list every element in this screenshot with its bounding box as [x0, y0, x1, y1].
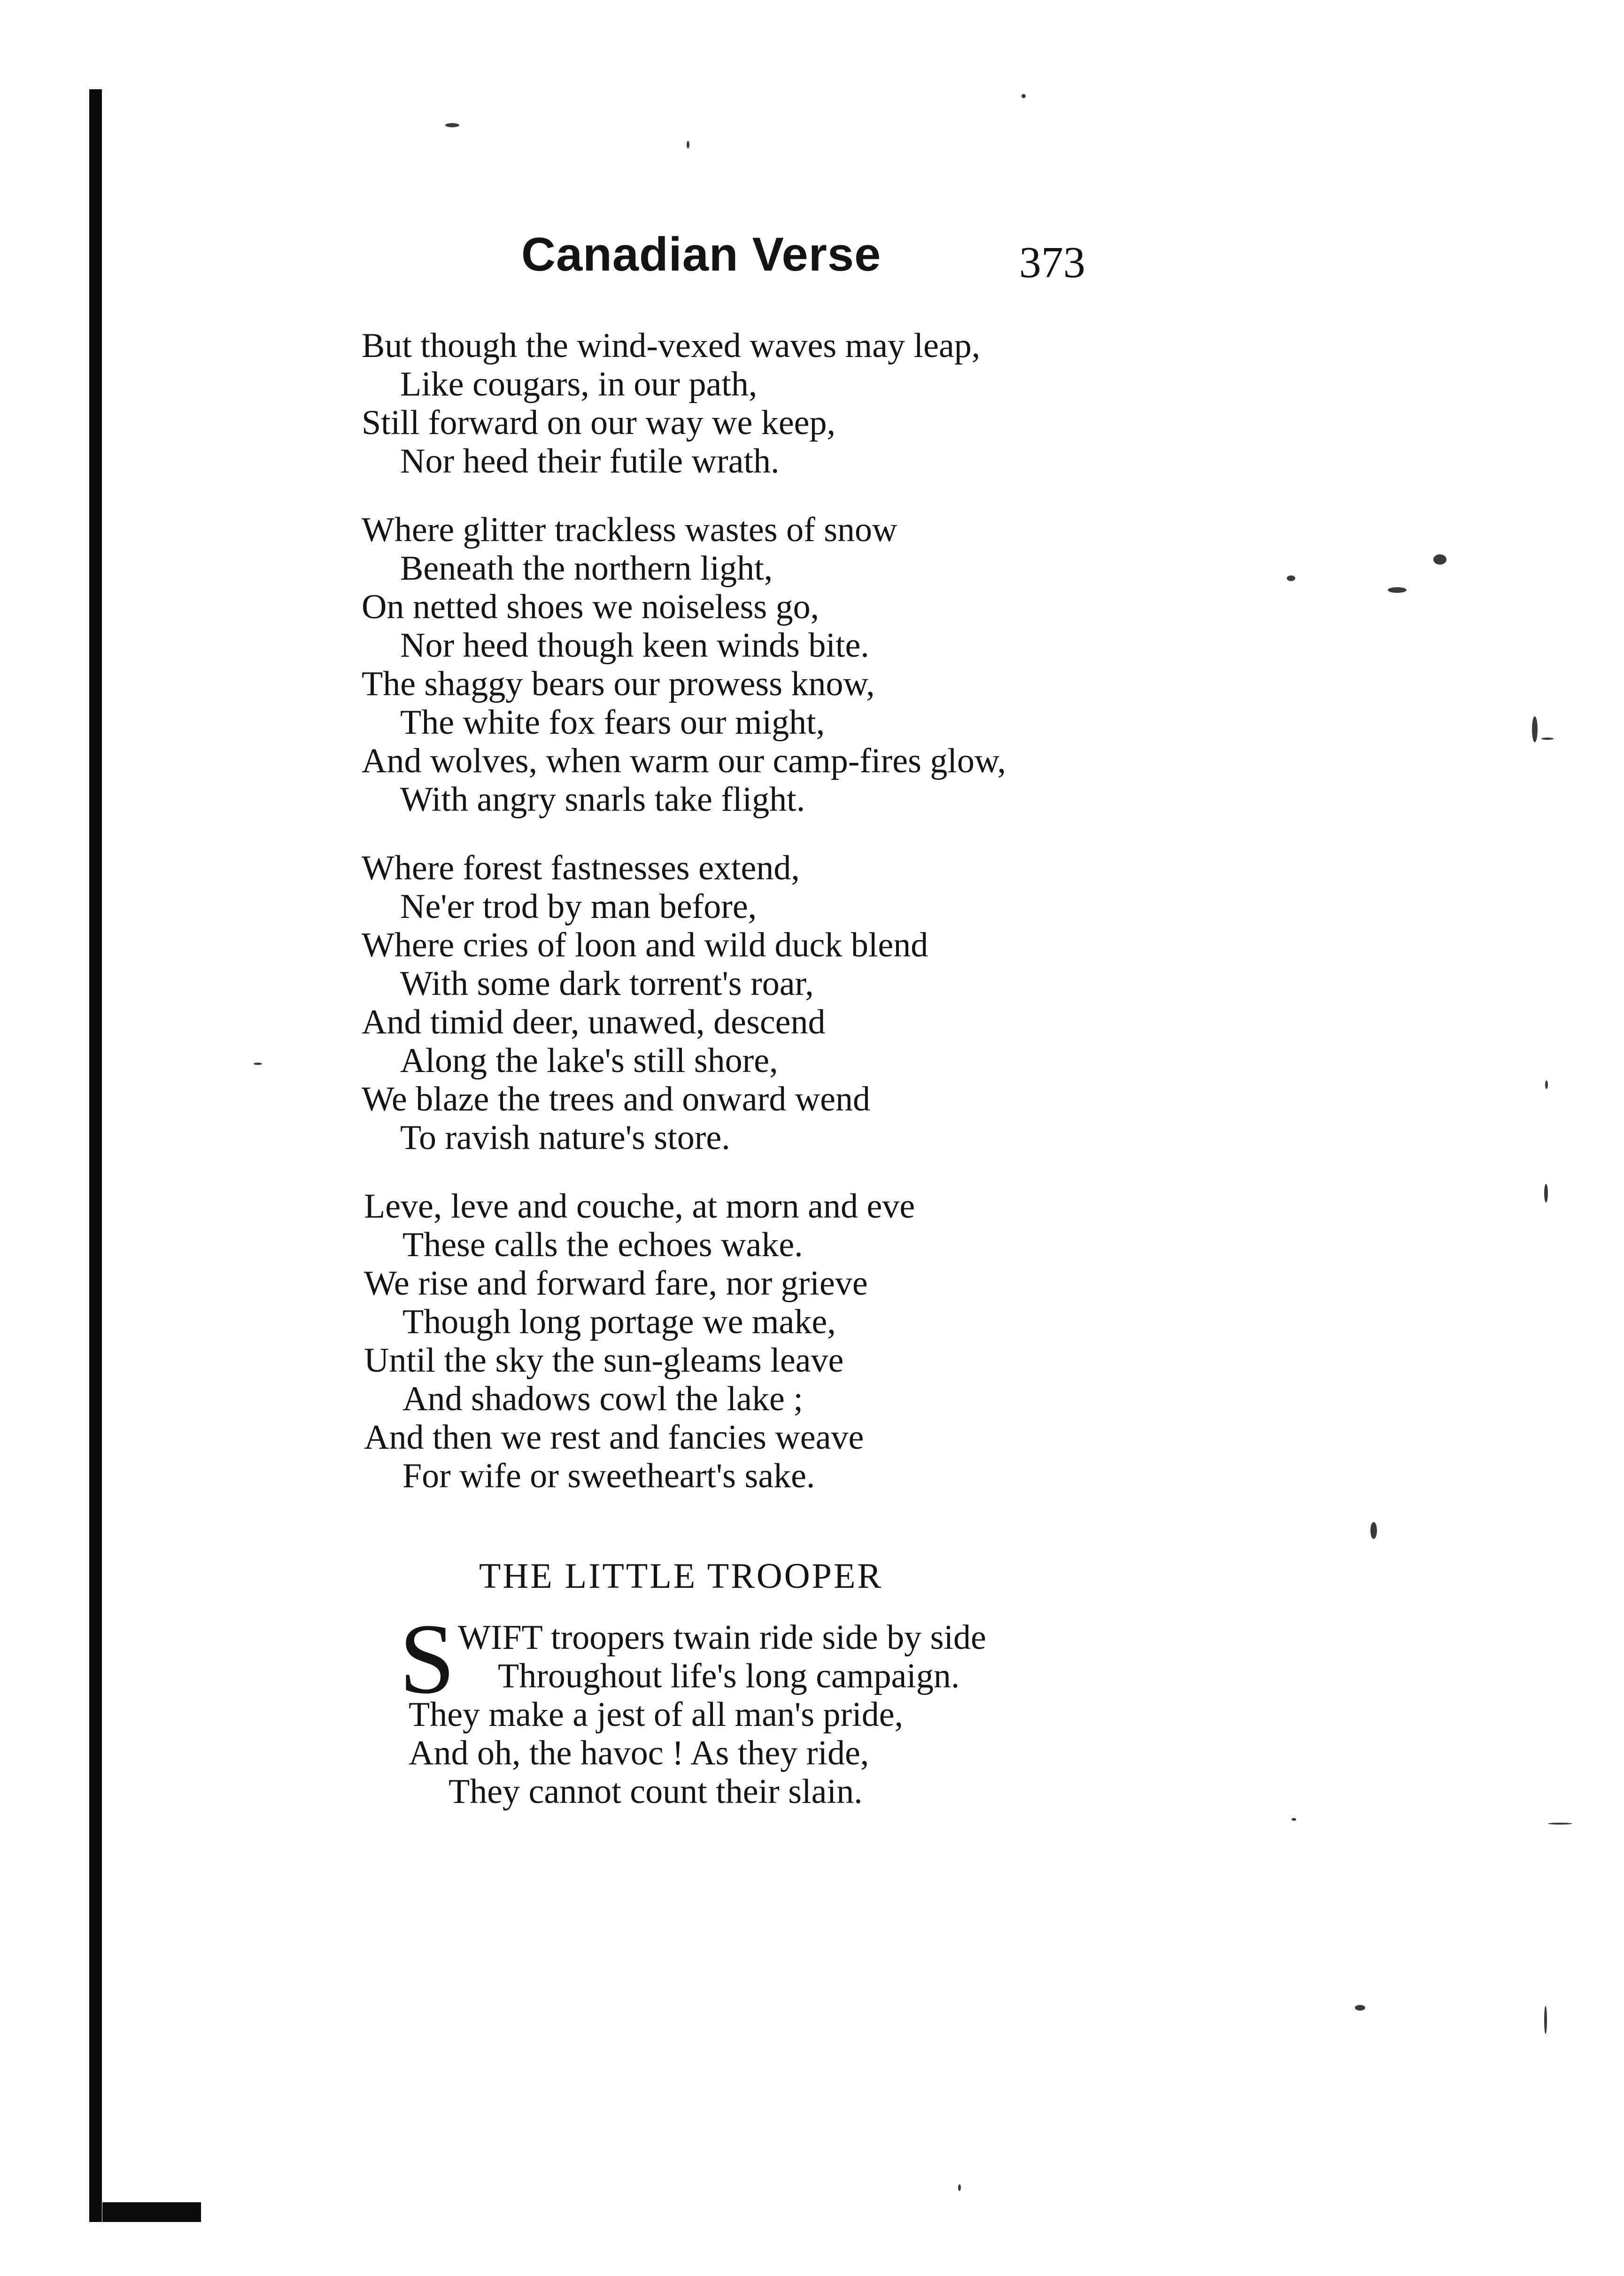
drop-cap: S	[399, 1603, 456, 1715]
verse-line: To ravish nature's store.	[400, 1119, 730, 1157]
verse-line: Like cougars, in our path,	[400, 365, 758, 404]
scan-speck	[687, 141, 689, 148]
verse-line: The shaggy bears our prowess know,	[362, 665, 875, 703]
verse-line: Nor heed their futile wrath.	[400, 442, 780, 481]
verse-line: With angry snarls take flight.	[400, 780, 805, 819]
verse-line: Still forward on our way we keep,	[362, 404, 836, 442]
scan-speck	[1388, 587, 1407, 593]
verse-line: They make a jest of all man's pride,	[409, 1695, 904, 1734]
verse-line: And oh, the havoc ! As they ride,	[409, 1734, 869, 1772]
scan-speck	[1545, 1080, 1548, 1089]
verse-line: And timid deer, unawed, descend	[362, 1003, 826, 1041]
verse-line: Throughout life's long campaign.	[498, 1657, 960, 1695]
verse-line: With some dark torrent's roar,	[400, 964, 814, 1003]
scan-speck	[1355, 2005, 1365, 2011]
verse-line: The white fox fears our might,	[400, 703, 825, 742]
verse-line: Ne'er trod by man before,	[400, 887, 757, 926]
verse-line: They cannot count their slain.	[449, 1772, 863, 1811]
verse-line: For wife or sweetheart's sake.	[402, 1457, 815, 1495]
verse-line: Along the lake's still shore,	[400, 1041, 778, 1080]
verse-line: Beneath the northern light,	[400, 549, 773, 588]
verse-line: WIFT troopers twain ride side by side	[458, 1618, 986, 1657]
binding-shadow	[89, 89, 102, 2222]
verse-line: But though the wind-vexed waves may leap,	[362, 326, 981, 365]
verse-line: And then we rest and fancies weave	[364, 1418, 864, 1457]
scan-speck	[1532, 716, 1538, 742]
verse-line: And wolves, when warm our camp-fires glow,	[362, 742, 1006, 780]
scan-speck	[254, 1063, 262, 1065]
verse-line: These calls the echoes wake.	[402, 1226, 803, 1264]
verse-line: We rise and forward fare, nor grieve	[364, 1264, 868, 1303]
binding-shadow-foot	[102, 2202, 201, 2222]
scan-speck	[1548, 1823, 1572, 1825]
scan-speck	[1287, 575, 1295, 581]
page-header	[0, 0, 1624, 329]
poem-title: THE LITTLE TROOPER	[479, 1556, 883, 1596]
scan-speck	[1433, 554, 1446, 565]
verse-line: Where glitter trackless wastes of snow	[362, 511, 897, 549]
verse-line: Leve, leve and couche, at morn and eve	[364, 1187, 915, 1226]
verse-line: We blaze the trees and onward wend	[362, 1080, 871, 1119]
verse-line: And shadows cowl the lake ;	[402, 1380, 803, 1418]
verse-line: On netted shoes we noiseless go,	[362, 588, 820, 626]
verse-line: Where cries of loon and wild duck blend	[362, 926, 928, 964]
scan-speck	[1544, 1184, 1548, 1203]
scan-speck	[1370, 1522, 1377, 1539]
verse-line: Where forest fastnesses extend,	[362, 849, 800, 887]
scan-speck	[445, 123, 459, 127]
scan-speck	[1544, 2006, 1547, 2034]
scan-speck	[1021, 94, 1026, 98]
verse-line: Until the sky the sun-gleams leave	[364, 1341, 844, 1380]
scan-speck	[1291, 1818, 1296, 1821]
running-title: Canadian Verse	[521, 228, 882, 281]
page-number: 373	[1019, 238, 1085, 287]
scan-speck	[958, 2184, 961, 2191]
verse-line: Nor heed though keen winds bite.	[400, 626, 869, 665]
verse-line: Though long portage we make,	[402, 1303, 836, 1341]
scan-speck	[1541, 738, 1554, 740]
